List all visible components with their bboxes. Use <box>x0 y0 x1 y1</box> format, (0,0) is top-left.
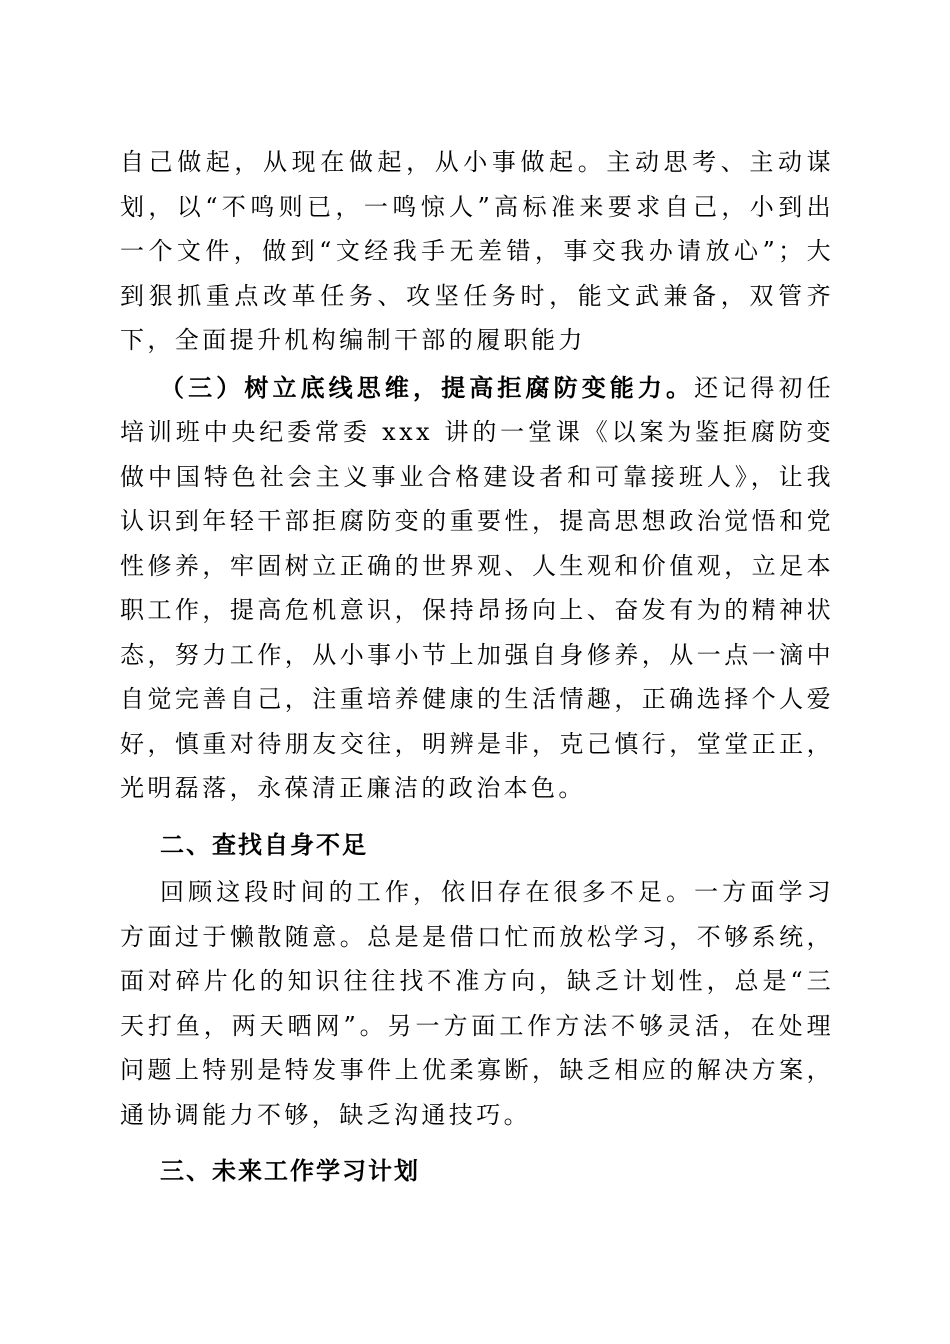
spacer <box>120 1137 834 1149</box>
paragraph-continuation: 自己做起，从现在做起，从小事做起。主动思考、主动谋划，以“不鸣则已，一鸣惊人”高标准来要求自己，小到出一个文件，做到“文经我手无差错，事交我办请放心”；大到狠抓重点改革任务、攻坚任务时，能文武兼备，双管齐下，全面提升机构编制干部的履职能力 <box>120 148 834 354</box>
section-heading-future-plan: 三、未来工作学习计划 <box>160 1157 420 1185</box>
paragraph-body-text: 还记得初任培训班中央纪委常委 xxx 讲的一堂课《以案为鉴拒腐防变做中国特色社会主义事业合格建设者和可靠接班人》，让我认识到年轻干部拒腐防变的重要性，提高思想政治觉悟和党性修养，牢固树立正确的世界观、人生观和价值观，立足本职工作，提高危机意识，保持昂扬向上、奋发有为的精神状态，努力工作，从小事小节上加强自身修养，从一点一滴中自觉完善自己，注重培养健康的生活情趣，正确选择个人爱好，慎重对待朋友交往，明辨是非，克己慎行，堂堂正正，光明磊落，永葆清正廉洁的政治本色。 <box>120 373 834 802</box>
document-body <box>120 140 834 1194</box>
spacer <box>120 811 834 823</box>
section-heading-shortcomings: 二、查找自身不足 <box>160 830 368 859</box>
paragraph-bottom-line-thinking <box>120 366 834 811</box>
paragraph-shortcomings: 回顾这段时间的工作，依旧存在很多不足。一方面学习方面过于懒散随意。总是是借口忙而放松学习，不够系统，面对碎片化的知识往往找不准方向，缺乏计划性，总是“三天打鱼，两天晒网”。另一方面工作方法不够灵活，在处理问题上特别是特发事件上优柔寡断，缺乏相应的解决方案，通协调能力不够，缺乏沟通技巧。 <box>120 878 834 1129</box>
subsection-heading-three: （三）树立底线思维，提高拒腐防变能力。 <box>160 372 695 402</box>
